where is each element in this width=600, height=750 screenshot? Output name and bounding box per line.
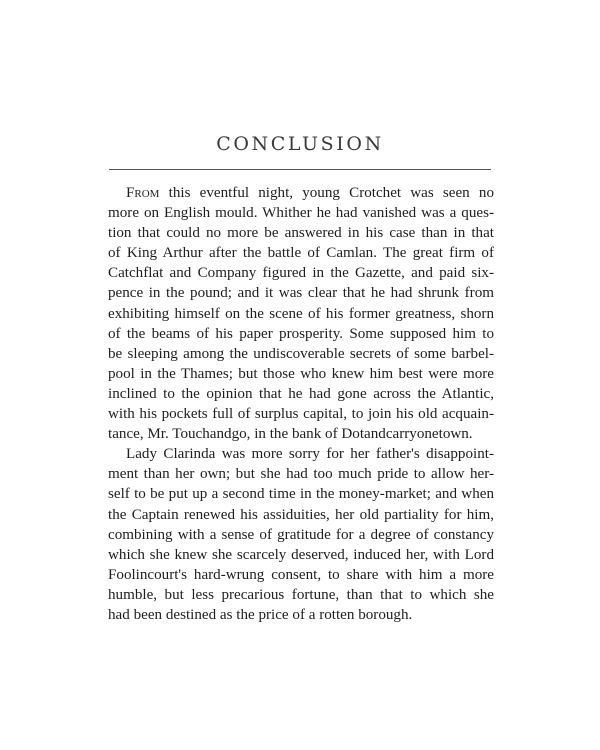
text-line: be sleeping among the undiscoverable secrets of some barbel- bbox=[108, 345, 494, 362]
text-line: self to be put up a second time in the money-market; and when bbox=[108, 486, 494, 503]
chapter-body bbox=[108, 183, 494, 625]
text-line: pool in the Thames; but those who knew him best were more bbox=[108, 365, 494, 382]
text-line: more on English mould. Whither he had vanished was a ques- bbox=[108, 205, 494, 222]
title-rule bbox=[109, 169, 491, 170]
paragraph-2 bbox=[108, 444, 494, 625]
text-line bbox=[108, 183, 494, 203]
text-line: Lady Clarinda was more sorry for her father's disappoint- bbox=[126, 446, 494, 463]
text-line: Catchflat and Company figured in the Gazette, and paid six- bbox=[108, 265, 494, 282]
text-line: the Captain renewed his assiduities, her old partiality for him, bbox=[108, 506, 494, 523]
text-line: exhibiting himself on the scene of his former greatness, shorn bbox=[108, 305, 494, 322]
text-line: inclined to the opinion that he had gone across the Atlantic, bbox=[108, 385, 494, 402]
text-line: Foolincourt's hard-wrung consent, to share with him a more bbox=[108, 566, 494, 583]
text-line: ment than her own; but she had too much pride to allow her- bbox=[108, 466, 494, 483]
text-line-content: this eventful night, young Crotchet was seen no bbox=[159, 185, 494, 201]
text-line: which she knew she scarcely deserved, induced her, with Lord bbox=[108, 546, 494, 563]
drop-word: From bbox=[126, 185, 160, 201]
text-line: of the beams of his paper prosperity. Some supposed him to bbox=[108, 325, 494, 342]
text-line: tance, Mr. Touchandgo, in the bank of Dotandcarryonetown. bbox=[108, 426, 473, 443]
text-line: with his pockets full of surplus capital, to join his old acquain- bbox=[108, 406, 494, 423]
text-line: combining with a sense of gratitude for a degree of constancy bbox=[108, 526, 494, 543]
text-line: tion that could no more be answered in his case than in that bbox=[108, 225, 494, 242]
paragraph-1 bbox=[108, 183, 494, 444]
text-line: pence in the pound; and it was clear that he had shrunk from bbox=[108, 285, 494, 302]
text-line: of King Arthur after the battle of Camlan. The great firm of bbox=[108, 245, 494, 262]
chapter-title: CONCLUSION bbox=[216, 133, 384, 155]
text-line: humble, but less precarious fortune, than that to which she bbox=[108, 586, 494, 603]
text-line: had been destined as the price of a rotten borough. bbox=[108, 606, 413, 623]
